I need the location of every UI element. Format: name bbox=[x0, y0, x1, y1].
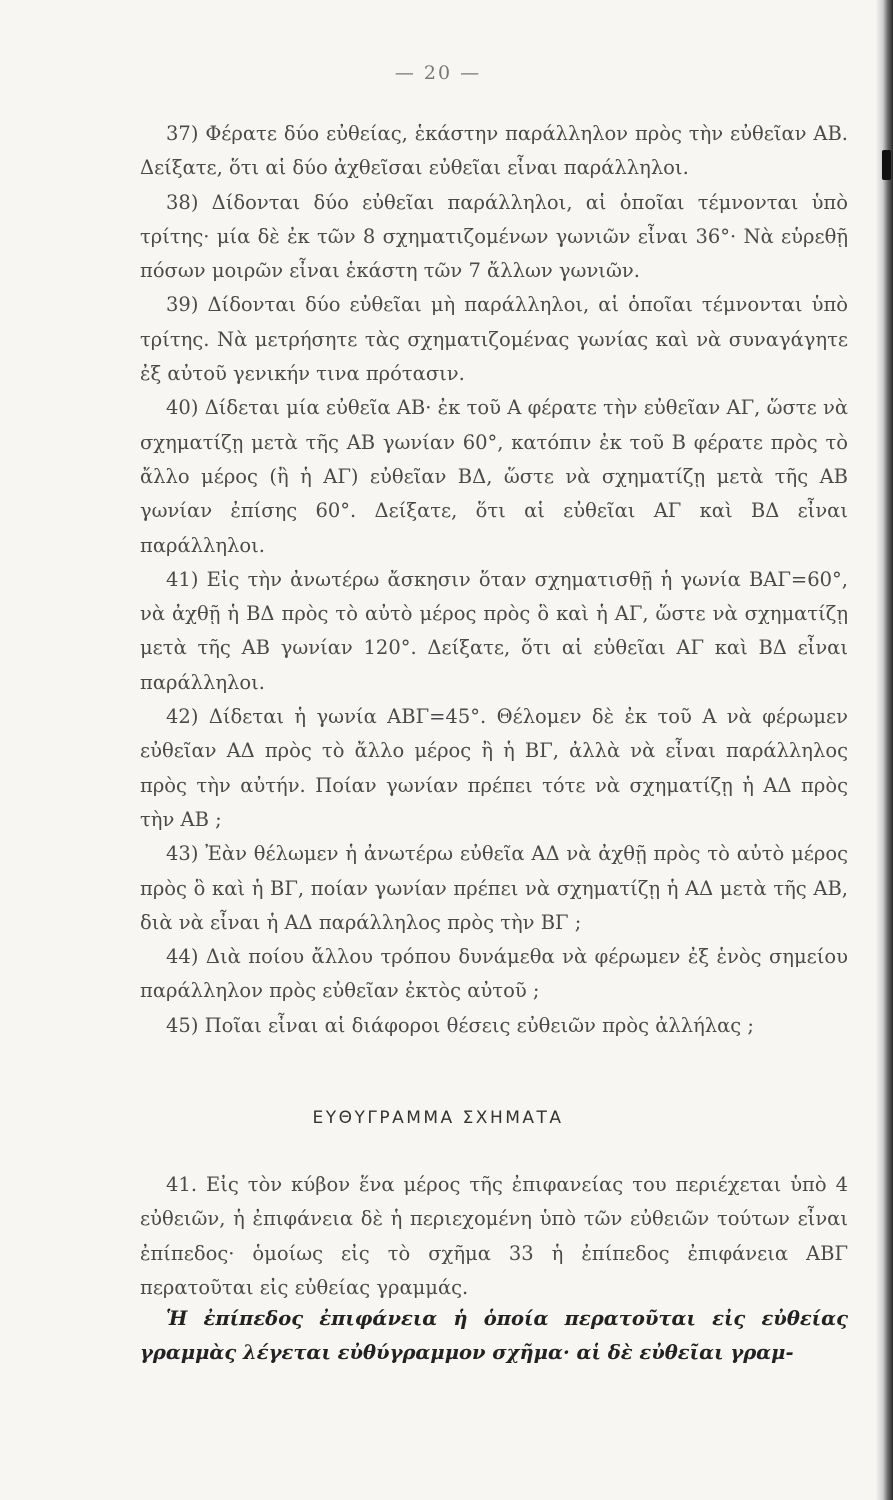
exercise-45: 45) Ποῖαι εἶναι αἱ διάφοροι θέσεις εὐθειῶν πρὸς ἀλλήλας ; bbox=[166, 1013, 754, 1037]
spine-mark bbox=[882, 150, 891, 180]
section-body bbox=[140, 1168, 848, 1305]
definition-text: Ἡ ἐπίπεδος ἐπιφάνεια ἡ ὁποία περατοῦται εἰς εὐθείας γραμμὰς λέγεται εὐθύγραμμον σχῆμα· αἱ δὲ εὐθεῖαι γραμ- bbox=[140, 1307, 848, 1365]
paragraph-41: 41. Εἰς τὸν κύβον ἕνα μέρος τῆς ἐπιφανείας του περιέχεται ὑπὸ 4 εὐθειῶν, ἡ ἐπιφάνεια δὲ ἡ περιεχομένη ὑπὸ τῶν εὐθειῶν τούτων εἶναι ἐπίπεδος· ὁμοίως εἰς τὸ σχῆμα 33 ἡ ἐπίπεδος ἐπιφάνεια ΑΒΓ περατοῦται εἰς εὐθείας γραμμάς. bbox=[140, 1173, 848, 1299]
page-number: — 20 — bbox=[394, 62, 482, 84]
exercise-39: 39) Δίδονται δύο εὐθεῖαι μὴ παράλληλοι, αἱ ὁποῖαι τέμνονται ὑπὸ τρίτης. Νὰ μετρήσητε τὰς σχηματιζομένας γωνίας καὶ νὰ συναγάγητε ἐξ αὐτοῦ γενικήν τινα πρότασιν. bbox=[140, 293, 848, 386]
exercise-40: 40) Δίδεται μία εὐθεῖα ΑΒ· ἐκ τοῦ Α φέρατε τὴν εὐθεῖαν ΑΓ, ὥστε νὰ σχηματίζῃ μετὰ τῆς ΑΒ γωνίαν 60°, κατόπιν ἐκ τοῦ Β φέρατε πρὸς τὸ ἄλλο μέρος (ἢ ἡ ΑΓ) εὐθεῖαν ΒΔ, ὥστε νὰ σχηματίζῃ μετὰ τῆς ΑΒ γωνίαν ἐπίσης 60°. Δείξατε, ὅτι αἱ εὐθεῖαι ΑΓ καὶ ΒΔ εἶναι παράλληλοι. bbox=[140, 396, 848, 557]
exercise-41: 41) Εἰς τὴν ἀνωτέρω ἄσκησιν ὅταν σχηματισθῇ ἡ γωνία ΒΑΓ=60°, νὰ ἀχθῇ ἡ ΒΔ πρὸς τὸ αὐτὸ μέρος πρὸς ὃ καὶ ἡ ΑΓ, ὥστε νὰ σχηματίζῃ μετὰ τῆς ΑΒ γωνίαν 120°. Δείξατε, ὅτι αἱ εὐθεῖαι ΑΓ καὶ ΒΔ εἶναι παράλληλοι. bbox=[140, 567, 848, 694]
exercise-43: 43) Ἐὰν θέλωμεν ἡ ἀνωτέρω εὐθεῖα ΑΔ νὰ ἀχθῇ πρὸς τὸ αὐτὸ μέρος πρὸς ὃ καὶ ἡ ΒΓ, ποίαν γωνίαν πρέπει νὰ σχηματίζῃ ἡ ΑΔ μετὰ τῆς ΑΒ, διὰ νὰ εἶναι ἡ ΑΔ παράλληλος πρὸς τὴν ΒΓ ; bbox=[140, 842, 848, 934]
exercise-42: 42) Δίδεται ἡ γωνία ΑΒΓ=45°. Θέλομεν δὲ ἐκ τοῦ Α νὰ φέρωμεν εὐθεῖαν ΑΔ πρὸς τὸ ἄλλο μέρος ἢ ἡ ΒΓ, ἀλλὰ νὰ εἶναι παράλληλος πρὸς τὴν αὐτήν. Ποίαν γωνίαν πρέπει τότε νὰ σχηματίζῃ ἡ ΑΔ πρὸς τὴν ΑΒ ; bbox=[140, 705, 848, 831]
exercise-38: 38) Δίδονται δύο εὐθεῖαι παράλληλοι, αἱ ὁποῖαι τέμνονται ὑπὸ τρίτης· μία δὲ ἐκ τῶν 8 σχηματιζομένων γωνιῶν εἶναι 36°· Νὰ εὑρεθῇ πόσων μοιρῶν εἶναι ἑκάστη τῶν 7 ἄλλων γωνιῶν. bbox=[140, 190, 848, 283]
exercise-37: 37) Φέρατε δύο εὐθείας, ἑκάστην παράλληλον πρὸς τὴν εὐθεῖαν ΑΒ. Δείξατε, ὅτι αἱ δύο ἀχθεῖσαι εὐθεῖαι εἶναι παράλληλοι. bbox=[140, 122, 848, 180]
exercise-list bbox=[140, 117, 848, 1043]
exercise-44: 44) Διὰ ποίου ἄλλου τρόπου δυνάμεθα νὰ φέρωμεν ἐξ ἑνὸς σημείου παράλληλον πρὸς εὐθεῖαν ἐκτὸς αὐτοῦ ; bbox=[140, 945, 848, 1003]
book-spine-edge bbox=[876, 0, 893, 1500]
section-heading: ΕΥΘΥΓΡΑΜΜΑ ΣΧΗΜΑΤΑ bbox=[312, 1108, 564, 1128]
